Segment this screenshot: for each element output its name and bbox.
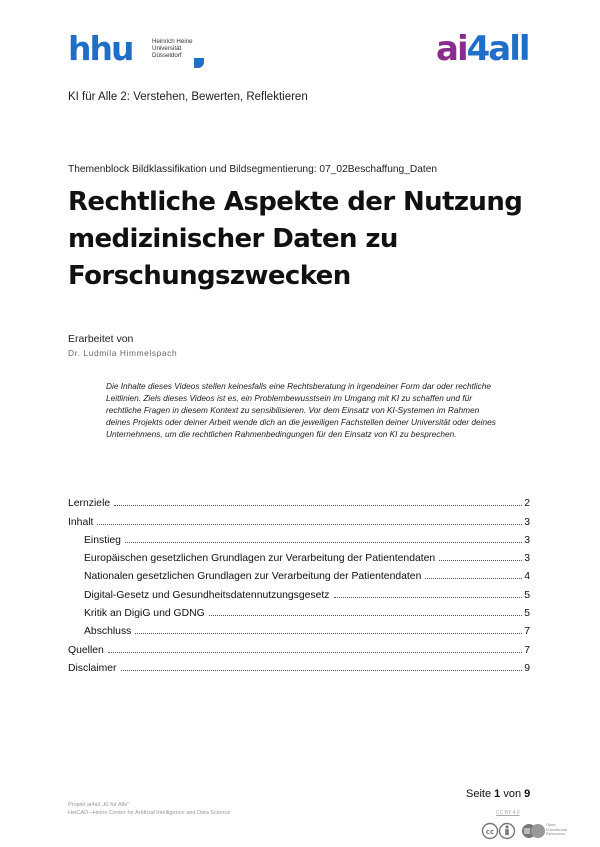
toc-leader-dots xyxy=(97,524,522,525)
toc-entry-label: Quellen xyxy=(68,644,104,656)
svg-text:cc: cc xyxy=(485,828,495,836)
toc-leader-dots xyxy=(209,615,523,616)
table-of-contents xyxy=(68,491,530,674)
toc-entry-page: 7 xyxy=(524,644,530,656)
toc-entry-label: Inhalt xyxy=(68,516,94,528)
toc-entry[interactable] xyxy=(68,528,530,546)
toc-entry[interactable] xyxy=(68,619,530,637)
toc-entry-label: Disclaimer xyxy=(68,662,117,674)
course-title: KI für Alle 2: Verstehen, Bewerten, Reflektieren xyxy=(68,91,308,103)
toc-leader-dots xyxy=(108,652,522,653)
license-link[interactable]: CC BY 4.0 xyxy=(496,810,520,816)
toc-entry-page: 5 xyxy=(524,589,530,601)
toc-entry-label: Lernziele xyxy=(68,498,111,510)
toc-entry-label: Abschluss xyxy=(84,626,132,638)
toc-entry-label: Kritik an DigiG und GDNG xyxy=(84,608,205,620)
footer-project-info xyxy=(68,801,230,817)
toc-entry-label: Digital-Gesetz und Gesundheitsdatennutzungsgesetz xyxy=(84,589,330,601)
page-current: 1 xyxy=(494,788,501,800)
oer-text-line-1: Open xyxy=(546,822,556,827)
page-total: 9 xyxy=(524,788,531,800)
toc-entry-page: 5 xyxy=(524,608,530,620)
hhu-name-line-1: Heinrich Heine xyxy=(152,38,193,45)
toc-entry[interactable] xyxy=(68,546,530,564)
oer-text-line-3: Resources xyxy=(546,831,566,837)
hhu-university-name xyxy=(152,38,193,59)
footer-center-line: HeiCAD –Heine Center for Artificial Intelligence and Data Science xyxy=(68,810,231,816)
prepared-by-label: Erarbeitet von xyxy=(68,333,134,345)
toc-entry-label: Einstieg xyxy=(84,534,121,546)
legal-disclaimer: Die Inhalte dieses Videos stellen keinesfalls eine Rechtsberatung in irgendeiner Form dar oder rechtliche Leitlinien. Ziels dieses Videos ist es, ein Problembewusstsein im Umgang mit KI zu schaffen und für rechtliche Fragen in diesem Kontext zu sensibilisieren. Vor dem Einsatz von KI-Systemen im Rahmen deines Projekts oder deiner Arbeit wende dich an die jeweiligen Fachstellen deiner Universität oder deines Unternehmens, um die rechtlichen Rahmenbedingungen für den Einsatz von KI zu besprechen. xyxy=(106,381,496,439)
hhu-logo-dot xyxy=(194,58,204,68)
document-title: Rechtliche Aspekte der Nutzung medizinischer Daten zu Forschungszwecken xyxy=(68,187,523,291)
toc-entry-label: Nationalen gesetzlichen Grundlagen zur Verarbeitung der Patientendaten xyxy=(84,571,422,583)
footer-project-line: Projekt ai4all „KI für Alle“ xyxy=(68,802,130,808)
oer-logo-icon xyxy=(522,824,545,838)
toc-leader-dots xyxy=(425,578,522,579)
toc-entry-page: 9 xyxy=(524,662,530,674)
toc-leader-dots xyxy=(114,505,522,506)
oer-text xyxy=(546,823,567,837)
ai4all-logo-text xyxy=(436,30,529,68)
ai4all-logo xyxy=(436,30,546,70)
toc-entry[interactable] xyxy=(68,564,530,582)
toc-entry-page: 4 xyxy=(524,571,530,583)
ai4all-logo-part1: ai xyxy=(436,29,467,69)
toc-entry-page: 2 xyxy=(524,498,530,510)
ai4all-logo-part2: 4all xyxy=(466,29,529,69)
hhu-logo-mark: hhu xyxy=(68,29,133,68)
toc-entry[interactable] xyxy=(68,582,530,600)
hhu-name-line-2: Universität xyxy=(152,45,182,52)
toc-leader-dots xyxy=(439,560,522,561)
toc-entry-label: Europäischen gesetzlichen Grundlagen zur Verarbeitung der Patientendaten xyxy=(84,553,436,565)
toc-leader-dots xyxy=(125,542,522,543)
author-name: Dr. Ludmila Himmelspach xyxy=(68,348,178,358)
toc-entry-page: 3 xyxy=(524,553,530,565)
toc-entry-page: 3 xyxy=(524,516,530,528)
page-prefix: Seite xyxy=(466,788,492,800)
hhu-name-line-3: Düsseldorf xyxy=(152,52,182,59)
toc-entry[interactable] xyxy=(68,601,530,619)
toc-entry-page: 7 xyxy=(524,626,530,638)
oer-text-line-2: Educational xyxy=(546,826,567,832)
toc-entry[interactable] xyxy=(68,656,530,674)
toc-leader-dots xyxy=(121,670,523,671)
topic-block: Themenblock Bildklassifikation und Bildsegmentierung: 07_02Beschaffung_Daten xyxy=(68,164,438,175)
toc-leader-dots xyxy=(135,633,522,634)
toc-leader-dots xyxy=(334,597,523,598)
toc-entry[interactable] xyxy=(68,637,530,655)
page-separator: von xyxy=(503,788,522,800)
toc-entry[interactable] xyxy=(68,509,530,527)
page-number xyxy=(466,788,530,800)
hhu-logo xyxy=(68,29,208,70)
toc-entry-page: 3 xyxy=(524,534,530,546)
toc-entry[interactable] xyxy=(68,491,530,509)
